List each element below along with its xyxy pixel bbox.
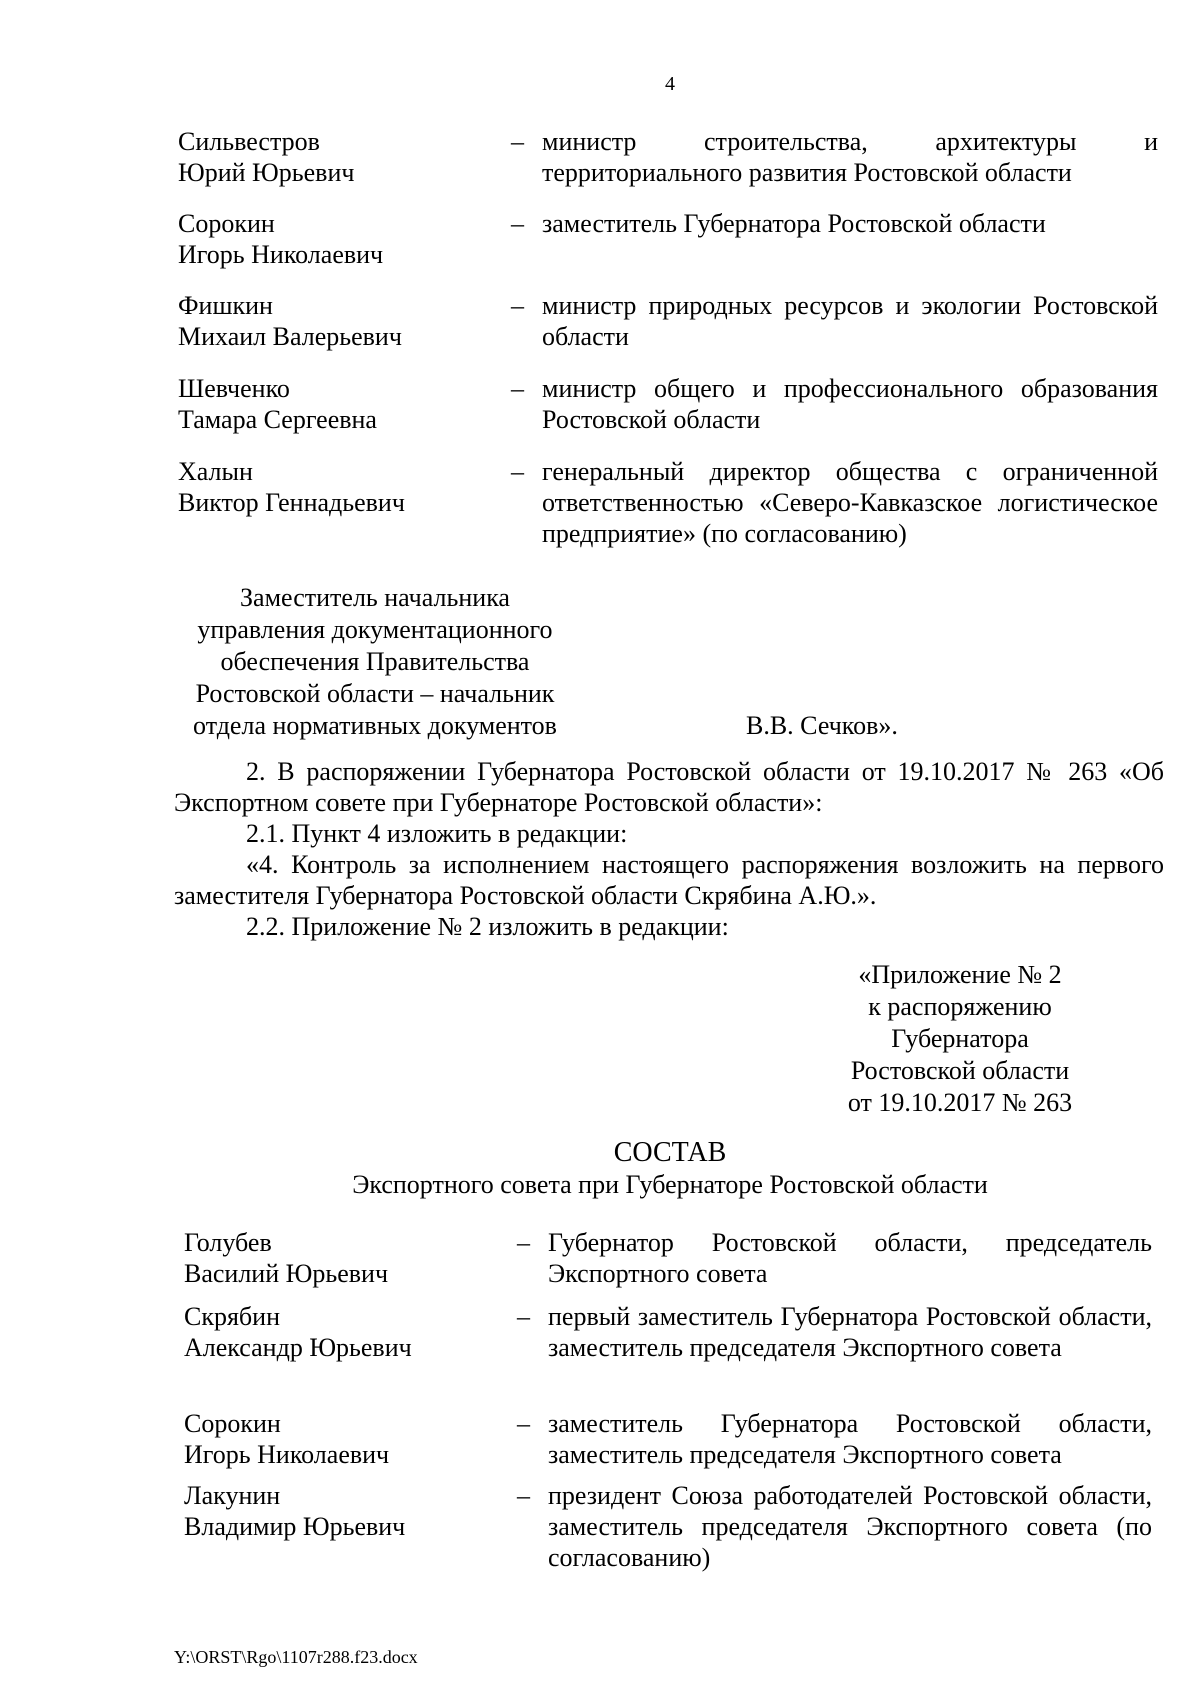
member-given-names: Тамара Сергеевна — [178, 405, 377, 434]
member-surname: Лакунин — [184, 1481, 281, 1510]
member-role: генеральный директор общества с ограниченной ответственностью «Северо-Кавказское логистическое предприятие» (по согласованию) — [542, 457, 1158, 548]
member-entry — [184, 1408, 1152, 1470]
member-role: Губернатор Ростовской области, председатель Экспортного совета — [548, 1228, 1152, 1288]
signature-title-line: отдела нормативных документов — [193, 711, 557, 740]
paragraph-2-2: 2.2. Приложение № 2 изложить в редакции: — [246, 912, 729, 941]
member-entry — [178, 290, 1158, 352]
appendix-note-line: «Приложение № 2 — [858, 960, 1062, 989]
member-role: первый заместитель Губернатора Ростовской области, заместитель председателя Экспортного совета — [548, 1302, 1152, 1362]
member-given-names: Михаил Валерьевич — [178, 322, 402, 351]
signature-title-line: Ростовской области – начальник — [195, 679, 555, 708]
member-surname: Шевченко — [178, 374, 290, 403]
appendix-note-line: к распоряжению — [868, 992, 1052, 1021]
member-surname: Сорокин — [184, 1409, 281, 1438]
member-given-names: Виктор Геннадьевич — [178, 488, 405, 517]
member-surname: Фишкин — [178, 291, 273, 320]
member-role: министр природных ресурсов и экологии Ростовской области — [542, 291, 1158, 351]
member-role: заместитель Губернатора Ростовской области — [542, 209, 1046, 238]
member-given-names: Владимир Юрьевич — [184, 1512, 406, 1541]
member-given-names: Александр Юрьевич — [184, 1333, 412, 1362]
member-entry — [178, 373, 1158, 435]
page-number: 4 — [665, 73, 675, 95]
member-entry — [184, 1227, 1152, 1289]
member-surname: Голубев — [184, 1228, 272, 1257]
member-dash: – — [511, 374, 524, 403]
member-given-names: Василий Юрьевич — [184, 1259, 389, 1288]
member-surname: Сильвестров — [178, 127, 320, 156]
member-given-names: Игорь Николаевич — [184, 1440, 390, 1469]
paragraph-2-1-text: «4. Контроль за исполнением настоящего распоряжения возложить на первого заместителя Губернатора Ростовской области Скрябина А.Ю.». — [174, 850, 1164, 910]
member-dash: – — [517, 1481, 530, 1510]
composition-subtitle: Экспортного совета при Губернаторе Ростовской области — [352, 1170, 988, 1199]
member-given-names: Юрий Юрьевич — [178, 158, 355, 187]
member-dash: – — [511, 209, 524, 238]
member-name — [178, 373, 511, 435]
member-surname: Скрябин — [184, 1302, 280, 1331]
paragraph-2-1: 2.1. Пункт 4 изложить в редакции: — [246, 819, 628, 848]
member-dash: – — [517, 1409, 530, 1438]
member-name — [178, 456, 511, 549]
member-entry — [178, 456, 1158, 549]
member-entry — [178, 208, 1158, 270]
member-dash: – — [517, 1302, 530, 1331]
member-entry — [178, 126, 1158, 188]
member-role: заместитель Губернатора Ростовской области, заместитель председателя Экспортного совета — [548, 1409, 1152, 1469]
member-entry — [184, 1301, 1152, 1363]
member-role: министр строительства, архитектуры и территориального развития Ростовской области — [542, 127, 1158, 187]
signature-title-line: обеспечения Правительства — [220, 647, 530, 676]
appendix-note-line: от 19.10.2017 № 263 — [847, 1088, 1073, 1117]
member-entry — [184, 1480, 1152, 1573]
member-name — [178, 290, 511, 352]
member-name — [184, 1408, 517, 1470]
member-dash: – — [511, 291, 524, 320]
member-dash: – — [511, 127, 524, 156]
signature-title-line: управления документационного — [197, 615, 553, 644]
member-name — [178, 208, 511, 270]
member-dash: – — [517, 1228, 530, 1257]
member-name — [184, 1480, 517, 1573]
member-name — [184, 1301, 517, 1363]
appendix-note — [790, 959, 1130, 1119]
appendix-note-line: Губернатора — [891, 1024, 1029, 1053]
signature-title — [170, 582, 580, 742]
member-name — [178, 126, 511, 188]
appendix-note-line: Ростовской области — [850, 1056, 1070, 1085]
member-surname: Халын — [178, 457, 253, 486]
signature-title-line: Заместитель начальника — [240, 583, 510, 612]
signature-name: В.В. Сечков». — [746, 711, 898, 740]
composition-title: СОСТАВ — [613, 1137, 727, 1168]
member-dash: – — [511, 457, 524, 486]
paragraph-2: 2. В распоряжении Губернатора Ростовской области от 19.10.2017 № 263 «Об Экспортном совете при Губернаторе Ростовской области»: — [174, 757, 1164, 817]
member-role: президент Союза работодателей Ростовской области, заместитель председателя Экспортного совета (по согласованию) — [548, 1481, 1152, 1572]
member-surname: Сорокин — [178, 209, 275, 238]
file-path: Y:\ORST\Rgo\1107r288.f23.docx — [174, 1647, 418, 1667]
member-role: министр общего и профессионального образования Ростовской области — [542, 374, 1158, 434]
member-name — [184, 1227, 517, 1289]
member-given-names: Игорь Николаевич — [178, 240, 384, 269]
